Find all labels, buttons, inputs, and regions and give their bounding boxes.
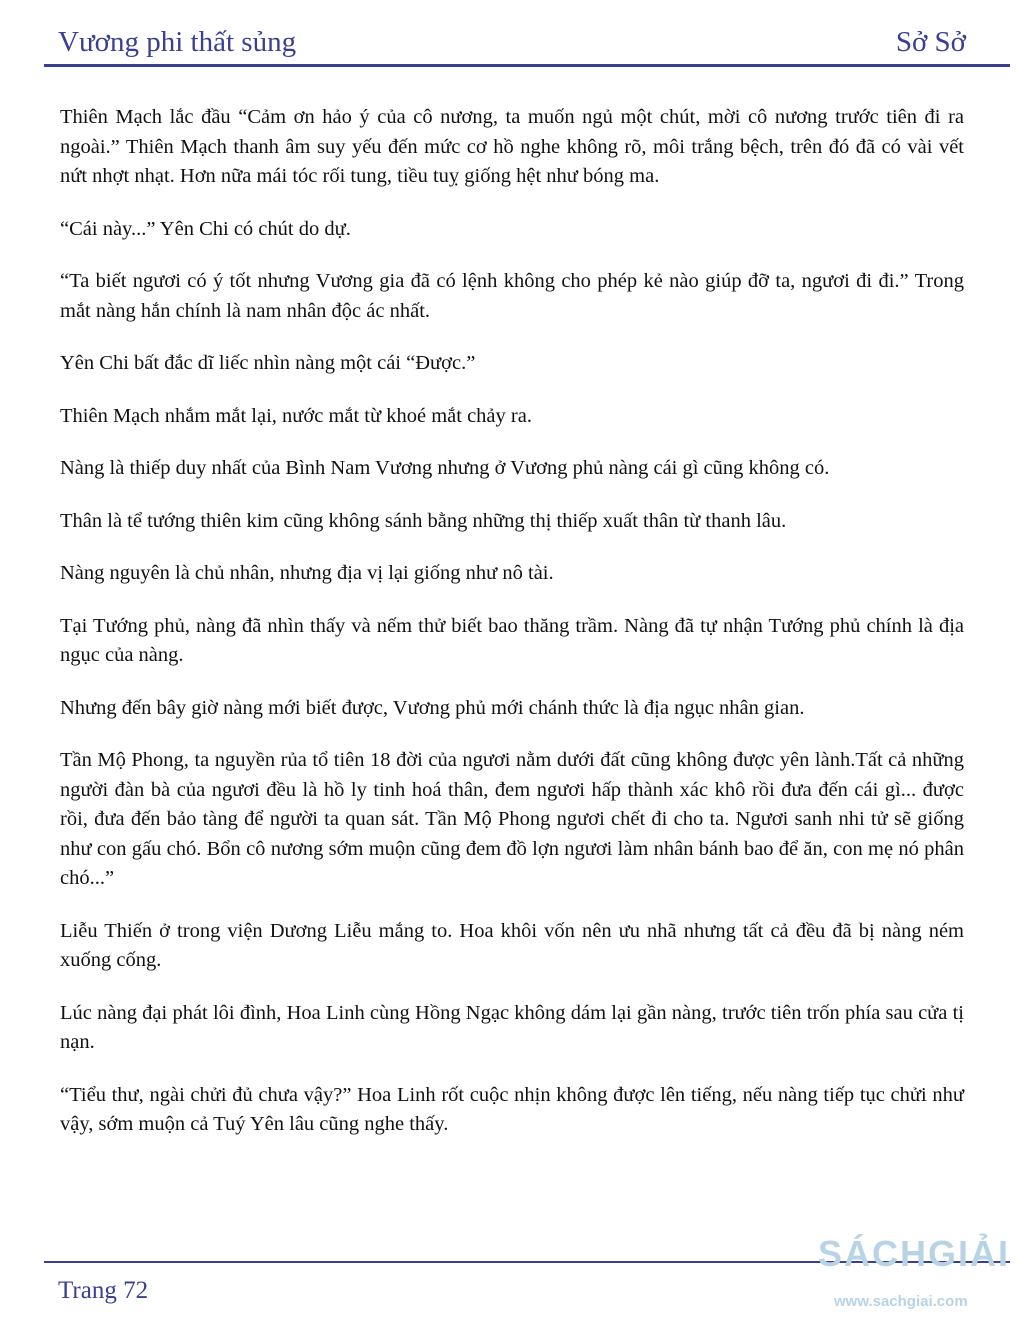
book-title: Vương phi thất sủng (58, 26, 297, 58)
author-name: Sở Sở (895, 26, 966, 58)
paragraph: Thiên Mạch lắc đầu “Cảm ơn hảo ý của cô nương, ta muốn ngủ một chút, mời cô nương trước tiên đi ra ngoài.” Thiên Mạch thanh âm suy yếu đến mức cơ hồ nghe không rõ, môi trắng bệch, trên đó đã có vài vết nứt nhợt nhạt. Hơn nữa mái tóc rối tung, tiều tuỵ giống hệt như bóng ma. (60, 106, 964, 187)
page-header (0, 0, 1024, 64)
paragraph: Liễu Thiến ở trong viện Dương Liễu mắng to. Hoa khôi vốn nên ưu nhã nhưng tất cả đều đã bị nàng ném xuống cống. (60, 919, 964, 971)
paragraph: Yên Chi bất đắc dĩ liếc nhìn nàng một cái “Được.” (60, 352, 476, 374)
paragraph: Nàng là thiếp duy nhất của Bình Nam Vương nhưng ở Vương phủ nàng cái gì cũng không có. (60, 457, 830, 479)
watermark (818, 1226, 1024, 1321)
paragraph: “Ta biết ngươi có ý tốt nhưng Vương gia đã có lệnh không cho phép kẻ nào giúp đỡ ta, ngươi đi đi.” Trong mắt nàng hắn chính là nam nhân độc ác nhất. (60, 270, 964, 322)
paragraph: Thiên Mạch nhắm mắt lại, nước mắt từ khoé mắt chảy ra. (60, 404, 532, 427)
paragraph: “Cái này...” Yên Chi có chút do dự. (60, 217, 351, 240)
paragraph: Nàng nguyên là chủ nhân, nhưng địa vị lại giống như nô tài. (60, 562, 554, 584)
header-divider (44, 64, 1010, 67)
paragraph: Thân là tể tướng thiên kim cũng không sánh bằng những thị thiếp xuất thân từ thanh lâu. (60, 509, 787, 532)
page-body (60, 103, 964, 1163)
paragraph: Tại Tướng phủ, nàng đã nhìn thấy và nếm thử biết bao thăng trầm. Nàng đã tự nhận Tướng phủ chính là địa ngục của nàng. (60, 614, 964, 666)
watermark-url: www.sachgiai.com (834, 1293, 968, 1310)
paragraph: Lúc nàng đại phát lôi đình, Hoa Linh cùng Hồng Ngạc không dám lại gần nàng, trước tiên trốn phía sau cửa tị nạn. (60, 1001, 964, 1053)
paragraph: Nhưng đến bây giờ nàng mới biết được, Vương phủ mới chánh thức là địa ngục nhân gian. (60, 696, 805, 719)
watermark-logo: SÁCHGIẢI (818, 1233, 1011, 1274)
paragraph: Tần Mộ Phong, ta nguyền rủa tổ tiên 18 đời của ngươi nằm dưới đất cũng không được yên lành.Tất cả những người đàn bà của ngươi đều là hồ ly tinh hoá thân, đem ngươi hấp thành xác khô rồi đưa đến cái gì... được rồi, đưa đến bảo tàng để người ta quan sát. Tần Mộ Phong ngươi chết đi cho ta. Ngươi sanh nhi tử sẽ giống như con gấu chó. Bổn cô nương sớm muộn cũng đem đồ lợn ngươi làm nhân bánh bao để ăn, con mẹ nó phân chó...” (60, 749, 964, 889)
page-number: Trang 72 (58, 1277, 149, 1304)
paragraph: “Tiểu thư, ngài chửi đủ chưa vậy?” Hoa Linh rốt cuộc nhịn không được lên tiếng, nếu nàng tiếp tục chửi như vậy, sớm muộn cả Tuý Yên lâu cũng nghe thấy. (60, 1083, 964, 1135)
